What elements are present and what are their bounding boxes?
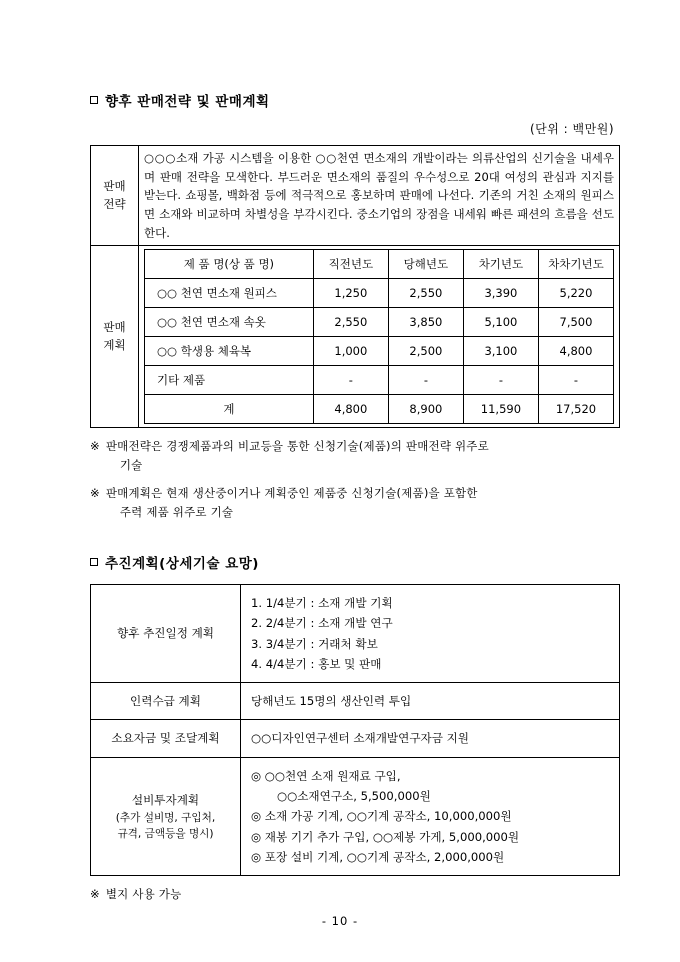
table-row — [91, 146, 620, 246]
product-name: ○○ 학생용 체육복 — [145, 337, 314, 366]
table-row — [91, 585, 620, 683]
cell-value: 1,000 — [313, 337, 388, 366]
row-label-equipment — [91, 757, 241, 875]
cell-value: 2,550 — [313, 308, 388, 337]
note-mark-icon: ※ — [90, 887, 100, 902]
cell-value: - — [463, 366, 538, 395]
table-row — [145, 366, 614, 395]
cell-value: - — [313, 366, 388, 395]
equipment-item: ◎ 포장 설비 기계, ○○기계 공작소, 2,000,000원 — [251, 849, 505, 864]
col-header-next-year: 차기년도 — [463, 250, 538, 279]
total-value: 11,590 — [463, 395, 538, 424]
total-value: 17,520 — [538, 395, 613, 424]
schedule-item: 2. 2/4분기 : 소재 개발 연구 — [251, 616, 393, 631]
cell-value: 5,220 — [538, 279, 613, 308]
row-content-funding: ○○디자인연구센터 소재개발연구자금 지원 — [241, 720, 620, 757]
row-label-schedule: 향후 추진일정 계획 — [91, 585, 241, 683]
equipment-item: ◎ 재봉 기기 추가 구입, ○○제봉 가게, 5,000,000원 — [251, 829, 520, 844]
plan-table-cell — [139, 246, 620, 428]
progress-plan-table — [90, 584, 620, 876]
note-line-2: 주력 제품 위주로 기술 — [119, 505, 234, 520]
col-header-this-year: 당해년도 — [388, 250, 463, 279]
cell-value: - — [388, 366, 463, 395]
note-body — [106, 437, 620, 475]
schedule-item: 4. 4/4분기 : 홍보 및 판매 — [251, 656, 382, 671]
product-name: 기타 제품 — [145, 366, 314, 395]
total-value: 8,900 — [388, 395, 463, 424]
row-label-funding: 소요자금 및 조달계획 — [91, 720, 241, 757]
equipment-item: ◎ 소재 가공 기계, ○○기계 공작소, 10,000,000원 — [251, 809, 512, 824]
sales-note-2 — [90, 484, 620, 522]
plan-label-line2: 계획 — [103, 337, 126, 352]
note-line-2: 기술 — [119, 458, 143, 473]
schedule-item: 3. 3/4분기 : 거래처 확보 — [251, 636, 378, 651]
sales-note-1 — [90, 437, 620, 475]
cell-value: 5,100 — [463, 308, 538, 337]
table-row — [145, 279, 614, 308]
note-mark-icon: ※ — [90, 439, 100, 454]
cell-value: 1,250 — [313, 279, 388, 308]
cell-value: 7,500 — [538, 308, 613, 337]
row-content-manpower: 당해년도 15명의 생산인력 투입 — [241, 683, 620, 720]
table-row — [145, 308, 614, 337]
strategy-text-cell: ○○○소재 가공 시스템을 이용한 ○○천연 면소재의 개발이라는 의류산업의 신기술을 내세우며 판매 전략을 모색한다. 부드러운 면소재의 품질의 우수성으로 20대 여성의 관심과 지지를 받는다. 쇼핑몰, 백화점 등에 적극적으로 홍보하며 판매에 나선다. 기존의 거친 소재의 원피스 면 소재와 비교하며 차별성을 부각시킨다. 중소기업의 장점을 내세워 빠른 패션의 흐름을 선도한다. — [139, 146, 620, 246]
note-line-1: 판매전략은 경쟁제품과의 비교등을 통한 신청기술(제품)의 판매전략 위주로 — [105, 439, 489, 454]
strategy-label-cell — [91, 146, 139, 246]
table-header-row — [145, 250, 614, 279]
cell-value: 3,100 — [463, 337, 538, 366]
note-body — [106, 484, 620, 522]
equipment-item-cont: ○○소재연구소, 5,500,000원 — [277, 788, 431, 803]
strategy-label-line2: 전략 — [103, 196, 126, 211]
equipment-label-main: 설비투자계획 — [131, 793, 200, 808]
product-name: ○○ 천연 면소재 원피스 — [145, 279, 314, 308]
table-row — [91, 757, 620, 875]
note-body: 별지 사용 가능 — [105, 887, 182, 902]
equipment-item: ◎ ○○천연 소재 원재료 구입, — [251, 768, 401, 783]
col-header-prev-year: 직전년도 — [313, 250, 388, 279]
col-header-product: 제 품 명(상 품 명) — [145, 250, 314, 279]
plan-label-cell — [91, 246, 139, 428]
table-row — [145, 337, 614, 366]
plan-label-line1: 판매 — [103, 320, 126, 335]
total-value: 4,800 — [313, 395, 388, 424]
table-total-row — [145, 395, 614, 424]
strategy-label-line1: 판매 — [103, 179, 126, 194]
product-name: ○○ 천연 면소재 속옷 — [145, 308, 314, 337]
progress-heading-text: 추진계획(상세기술 요망) — [105, 556, 259, 572]
cell-value: 3,390 — [463, 279, 538, 308]
square-bullet-icon — [90, 96, 98, 104]
row-label-manpower: 인력수급 계획 — [91, 683, 241, 720]
row-content-schedule — [241, 585, 620, 683]
schedule-item: 1. 1/4분기 : 소재 개발 기획 — [251, 596, 393, 610]
sales-table — [90, 145, 620, 428]
progress-note — [90, 885, 620, 904]
equipment-label-sub-1: (추가 설비명, 구입처, — [115, 811, 216, 824]
square-bullet-icon — [90, 558, 98, 566]
cell-value: 4,800 — [538, 337, 613, 366]
cell-value: 3,850 — [388, 308, 463, 337]
total-label: 계 — [145, 395, 314, 424]
cell-value: 2,550 — [388, 279, 463, 308]
note-mark-icon: ※ — [90, 486, 100, 501]
cell-value: 2,500 — [388, 337, 463, 366]
sales-heading-text: 향후 판매전략 및 판매계획 — [105, 94, 270, 110]
table-row — [91, 246, 620, 428]
equipment-label-sub-2: 규격, 금액등을 명시) — [117, 827, 214, 840]
unit-label: (단위 : 백만원) — [530, 122, 614, 136]
sales-section-heading — [90, 90, 620, 110]
cell-value: - — [538, 366, 613, 395]
sales-plan-table — [144, 249, 614, 424]
page-number-footer: - 10 - — [321, 914, 359, 928]
table-row — [91, 720, 620, 757]
col-header-year-after-next: 차차기년도 — [538, 250, 613, 279]
progress-section-heading — [90, 552, 620, 572]
note-line-1: 판매계획은 현재 생산중이거나 계획중인 제품중 신청기술(제품)을 포함한 — [105, 486, 478, 501]
row-content-equipment — [241, 757, 620, 875]
table-row — [91, 683, 620, 720]
